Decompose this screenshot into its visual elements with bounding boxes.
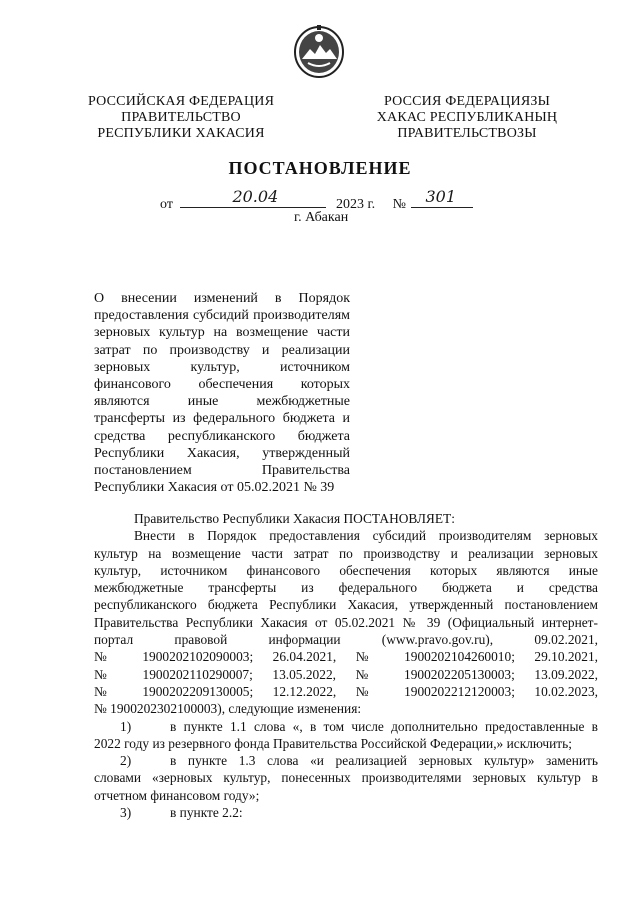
paragraph-line: культур, источником финансового обеспечения которых являются иные: [94, 562, 598, 578]
subject-line: средства республиканского бюджета: [94, 428, 350, 444]
paragraph-line: Внести в Порядок предоставления субсидий производителям зерновых: [134, 528, 598, 544]
preamble: Правительство Республики Хакасия ПОСТАНОВЛЯЕТ:: [134, 511, 455, 526]
subject-line: Республики Хакасия от 05.02.2021 № 39: [94, 480, 335, 496]
header-right: [372, 94, 562, 142]
paragraph-line: межбюджетные трансферты из федерального бюджета и средства: [94, 580, 598, 596]
paragraph-line: культур на возмещение части затрат по производству и реализации зерновых: [94, 545, 598, 561]
subject-line: зерновых культур, источником: [94, 359, 350, 375]
subject-line: предоставления субсидий производителям: [94, 308, 350, 324]
subject-line: затрат по производству и реализации: [94, 342, 350, 358]
item-text: в пункте 2.2:: [170, 805, 243, 821]
number-label: №: [392, 197, 406, 212]
header-left-line: ПРАВИТЕЛЬСТВО: [121, 110, 241, 125]
paragraph-line: словами «зерновых культур, понесенных производителями зерновых культур в: [94, 770, 598, 786]
subject-line: постановлением Правительства: [94, 463, 350, 479]
year-label: 2023 г.: [335, 197, 376, 212]
subject-line: Республики Хакасия, утвержденный: [94, 445, 350, 461]
header-right-line: РОССИЯ ФЕДЕРАЦИЯЗЫ: [383, 94, 551, 109]
paragraph-line: республиканского бюджета Республики Хакасия, утвержденный постановлением: [94, 597, 598, 613]
date-field: [180, 187, 326, 208]
item-number: 3): [120, 805, 132, 821]
header-left: [88, 94, 274, 142]
list-item-2: [94, 752, 598, 769]
paragraph-line: Правительства Республики Хакасия от 05.02.2021 № 39 (Официальный интернет-: [94, 614, 598, 630]
list-item-1: [94, 718, 598, 735]
paragraph-line: № 1900202302100003), следующие изменения:: [94, 701, 362, 717]
item-text: в пункте 1.3 слова «и реализацией зерновых культур» заменить: [170, 753, 598, 769]
item-text: в пункте 1.1 слова «, в том числе дополнительно предоставленные в: [170, 718, 598, 734]
paragraph-line: портал правовой информации (www.pravo.gov.ru), 09.02.2021,: [94, 632, 598, 648]
subject-line: О внесении изменений в Порядок: [94, 291, 350, 306]
item-number: 2): [120, 753, 132, 769]
paragraph-line: № 1900202102090003; 26.04.2021, № 1900202104260010; 29.10.2021,: [94, 649, 598, 665]
item-number: 1): [120, 718, 132, 734]
number-field: [411, 187, 473, 208]
header-right-line: ПРАВИТЕЛЬСТВОЗЫ: [397, 126, 537, 141]
document-title: ПОСТАНОВЛЕНИЕ: [228, 158, 412, 178]
body-text: [94, 510, 598, 821]
subject-line: трансферты из федерального бюджета и: [94, 411, 350, 427]
paragraph-line: № 1900202110290007; 13.05.2022, № 1900202205130003; 13.09.2022,: [94, 666, 598, 682]
paragraph-line: отчетном финансовом году»;: [94, 787, 260, 803]
header-left-line: РЕСПУБЛИКИ ХАКАСИЯ: [97, 126, 265, 141]
city-label: г. Абакан: [294, 210, 349, 225]
subject-block: [94, 290, 350, 496]
from-label: от: [160, 197, 173, 212]
paragraph-line: № 1900202209130005; 12.12.2022, № 1900202212120003; 10.02.2023,: [94, 683, 598, 699]
handwritten-number: 301: [425, 187, 457, 206]
subject-line: финансового обеспечения которых: [94, 377, 350, 393]
subject-line: являются иные межбюджетные: [94, 394, 350, 410]
coat-of-arms-emblem: [292, 23, 346, 79]
header-left-line: РОССИЙСКАЯ ФЕДЕРАЦИЯ: [88, 94, 275, 109]
list-item-3: [94, 804, 598, 821]
handwritten-date: 20.04: [232, 187, 279, 206]
subject-line: зерновых культур на возмещение части: [94, 325, 350, 341]
paragraph-line: 2022 году из резервного фонда Правительства Российской Федерации,» исключить;: [94, 735, 572, 751]
header-right-line: ХАКАС РЕСПУБЛИКАНЫҢ: [376, 110, 558, 125]
